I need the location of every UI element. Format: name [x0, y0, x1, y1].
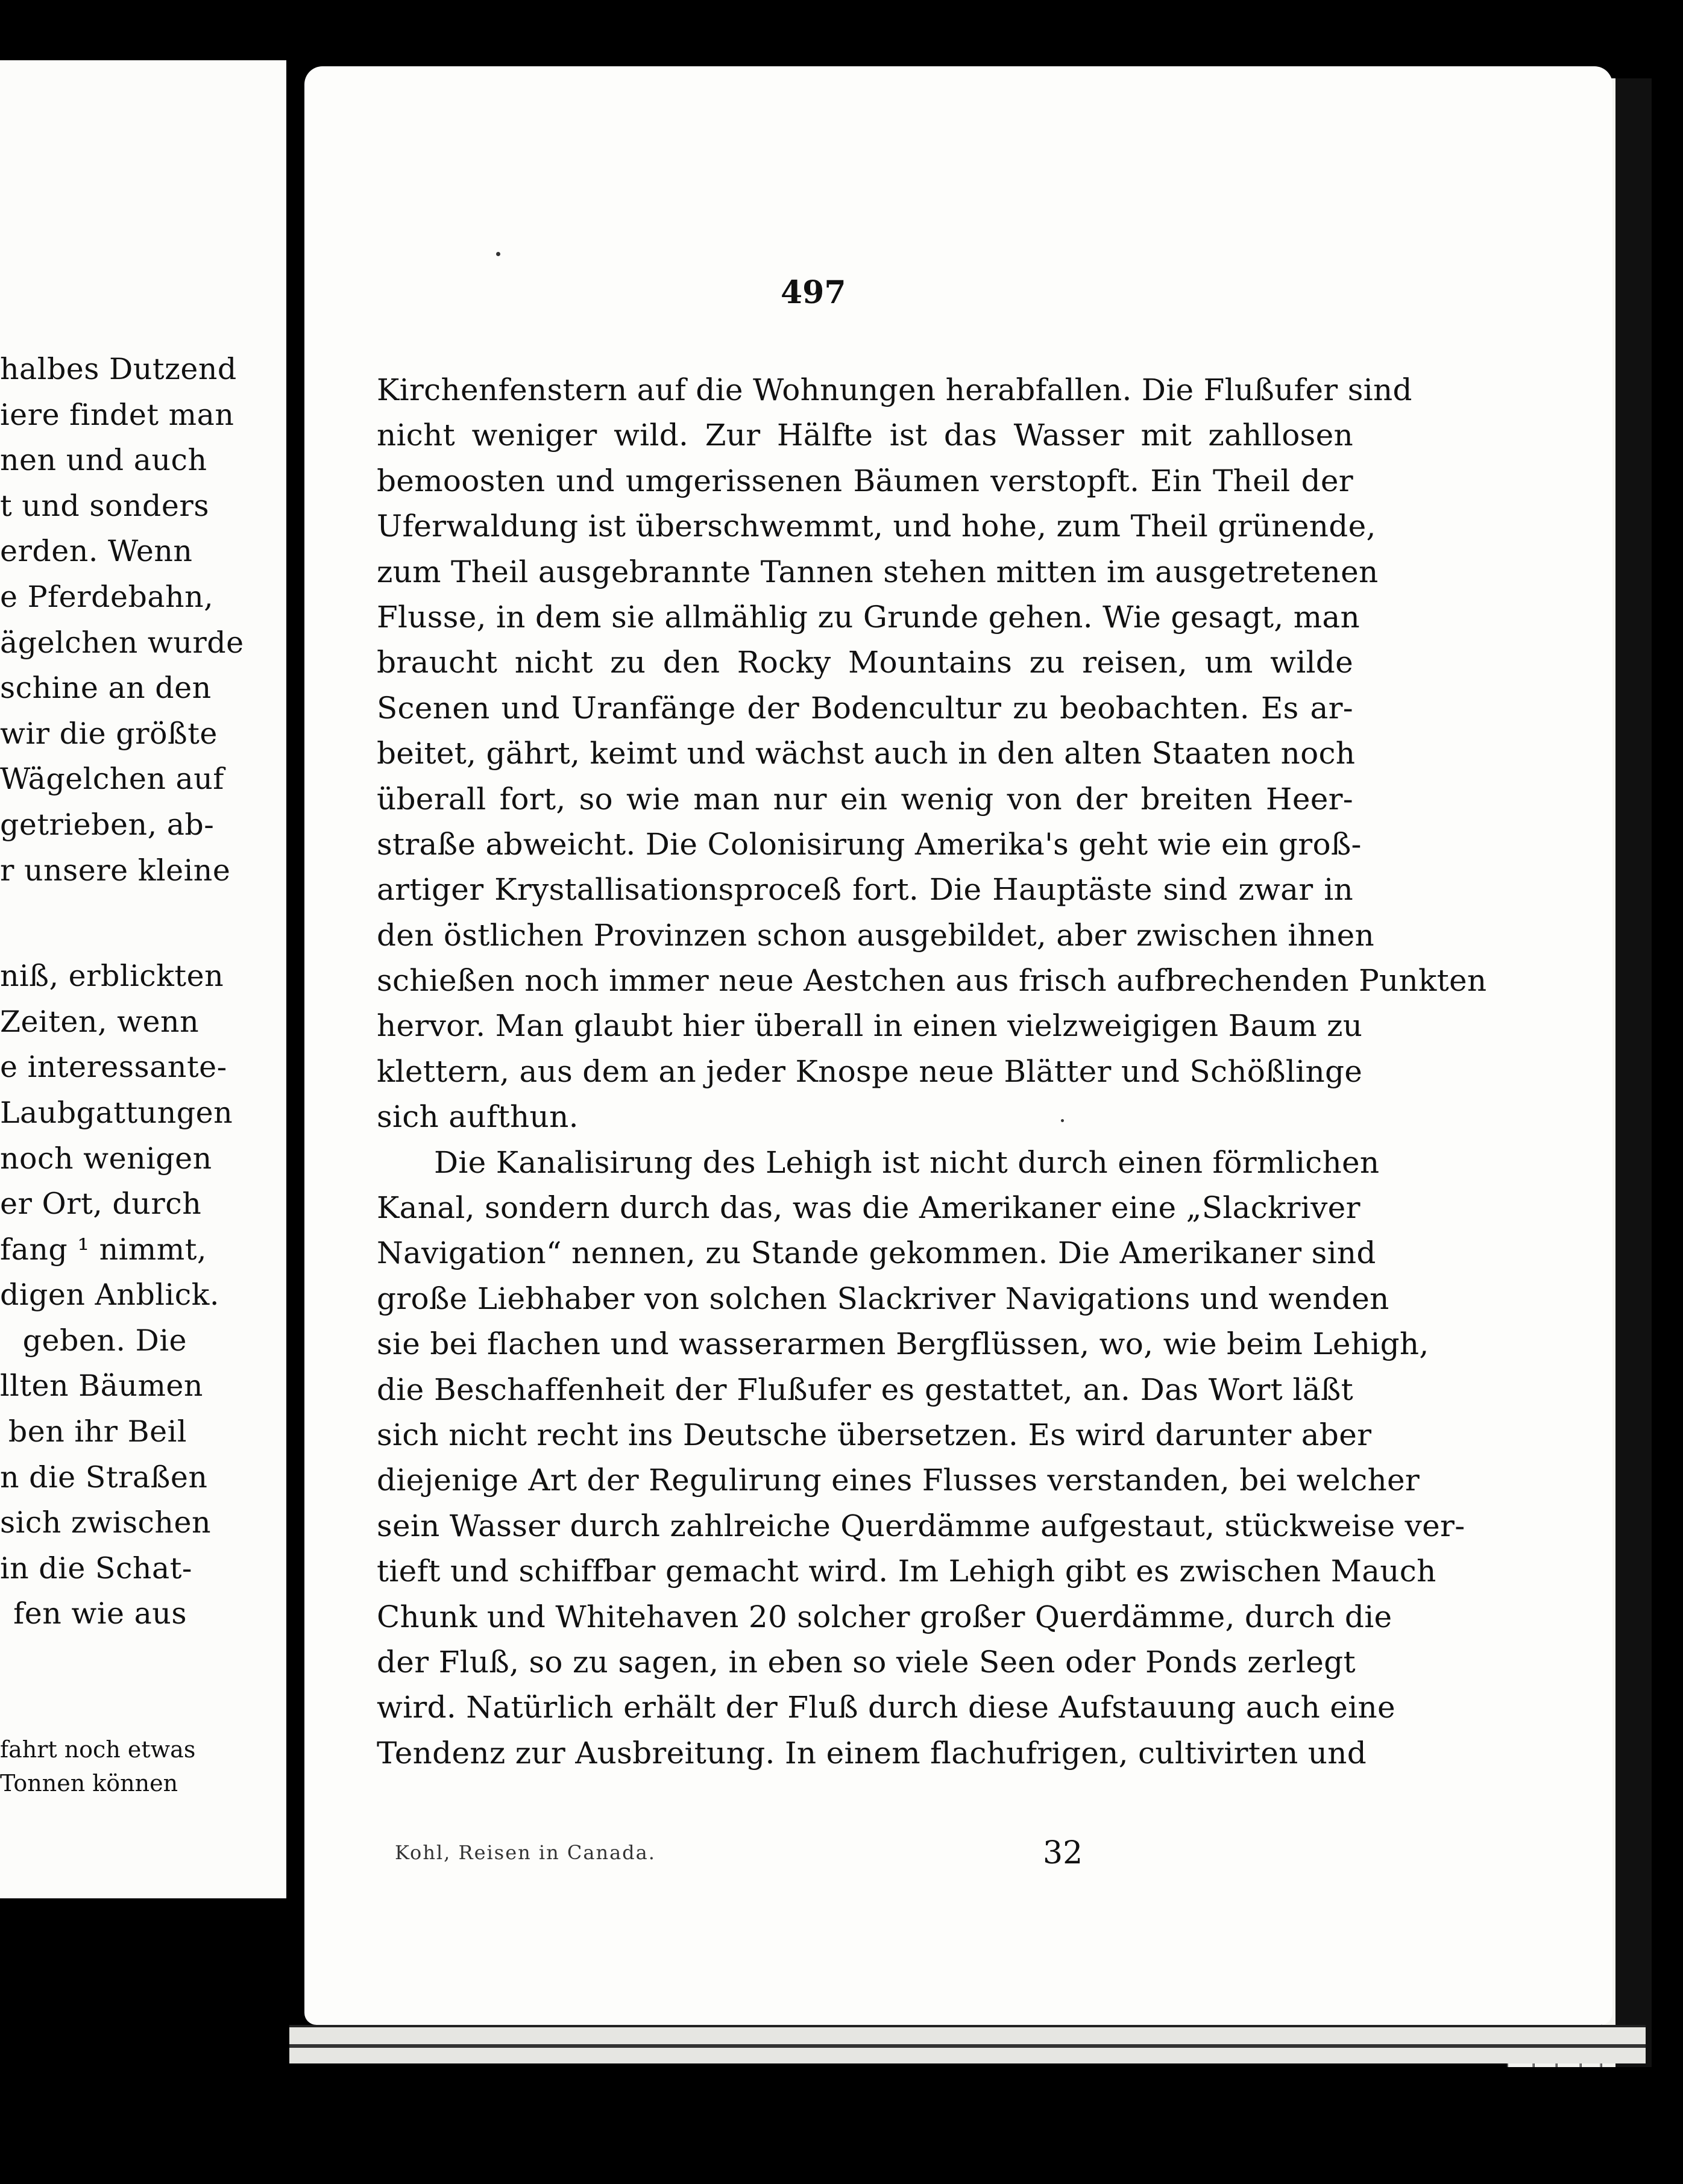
text-line: noch wenigen: [0, 1141, 212, 1176]
text-line: e Pferdebahn,: [0, 579, 214, 614]
text-line: ben ihr Beil: [8, 1414, 187, 1449]
text-line: nen und auch: [0, 443, 207, 478]
text-line: tieft und schiffbar gemacht wird. Im Lehigh gibt es zwischen Mauch: [377, 1554, 1436, 1589]
text-line: straße abweicht. Die Colonisirung Amerika's geht wie ein groß-: [377, 826, 1362, 862]
ink-speck: [496, 252, 500, 256]
text-line: wir die größte: [0, 716, 218, 751]
paragraph-first-line: Die Kanalisirung des Lehigh ist nicht durch einen förmlichen: [434, 1144, 1380, 1180]
text-line: große Liebhaber von solchen Slackriver Navigations und wenden: [377, 1281, 1389, 1316]
text-line: zum Theil ausgebrannte Tannen stehen mitten im ausgetretenen: [377, 554, 1379, 589]
text-line: wird. Natürlich erhält der Fluß durch diese Aufstauung auch eine: [377, 1690, 1395, 1725]
current-page: [304, 66, 1612, 2025]
page-number: 497: [781, 274, 846, 311]
text-line: überall fort, so wie man nur ein wenig von der breiten Heer-: [377, 781, 1353, 817]
text-line: llten Bäumen: [0, 1369, 203, 1404]
printer-signature: Kohl, Reisen in Canada.: [395, 1841, 656, 1864]
text-line: sich zwischen: [0, 1505, 212, 1540]
book-edge-shadow: [1615, 78, 1652, 2067]
text-line: Laubgattungen: [0, 1095, 233, 1130]
previous-page-text: [0, 347, 244, 1637]
text-line: artiger Krystallisationsproceß fort. Die Hauptäste sind zwar in: [377, 872, 1353, 908]
text-line: Wägelchen auf: [0, 762, 224, 797]
text-line: sich nicht recht ins Deutsche übersetzen. Es wird darunter aber: [377, 1417, 1372, 1452]
text-line: die Beschaffenheit der Flußufer es gestattet, an. Das Wort läßt: [377, 1372, 1353, 1407]
text-line: Scenen und Uranfänge der Bodencultur zu beobachten. Es ar-: [377, 690, 1353, 726]
previous-page-footnote: [0, 1733, 196, 1800]
text-line: geben. Die: [22, 1323, 187, 1358]
signature-mark: 32: [1043, 1835, 1083, 1871]
text-line: Zeiten, wenn: [0, 1004, 200, 1039]
text-line: beitet, gährt, keimt und wächst auch in den alten Staaten noch: [377, 736, 1356, 771]
text-line: klettern, aus dem an jeder Knospe neue Blätter und Schößlinge: [377, 1053, 1363, 1089]
text-line: sie bei flachen und wasserarmen Bergflüssen, wo, wie beim Lehigh,: [377, 1326, 1429, 1362]
paragraph-gap: [0, 893, 187, 953]
text-line: erden. Wenn: [0, 534, 193, 569]
book-bottom-edge-line: [289, 2044, 1646, 2048]
text-line: bemoosten und umgerissenen Bäumen verstopft. Ein Theil der: [377, 463, 1353, 498]
text-line: Uferwaldung ist überschwemmt, und hohe, zum Theil grünende,: [377, 509, 1376, 544]
page-body-text: [377, 368, 1487, 1776]
text-line: r unsere kleine: [0, 853, 231, 888]
text-line: der Fluß, so zu sagen, in eben so viele Seen oder Ponds zerlegt: [377, 1644, 1356, 1680]
text-line: schine an den: [0, 671, 212, 706]
book-gutter: [286, 48, 304, 2013]
text-line: halbes Dutzend: [0, 352, 237, 386]
text-line: e interessante-: [0, 1050, 227, 1085]
text-line: digen Anblick.: [0, 1278, 219, 1313]
text-line: t und sonders: [0, 488, 209, 523]
text-line: nicht weniger wild. Zur Hälfte ist das Wasser mit zahllosen: [377, 418, 1353, 453]
text-line: den östlichen Provinzen schon ausgebildet, aber zwischen ihnen: [377, 917, 1375, 953]
text-line: Kirchenfenstern auf die Wohnungen herabfallen. Die Flußufer sind: [377, 372, 1412, 407]
text-line: sich aufthun.: [377, 1099, 579, 1135]
text-line: Flusse, in dem sie allmählig zu Grunde gehen. Wie gesagt, man: [377, 599, 1361, 635]
footnote-line: fahrt noch etwas: [0, 1736, 196, 1763]
text-line: diejenige Art der Regulirung eines Flusses verstanden, bei welcher: [377, 1463, 1420, 1498]
text-line: in die Schat-: [0, 1551, 192, 1586]
text-line: hervor. Man glaubt hier überall in einen vielzweigigen Baum zu: [377, 1008, 1363, 1044]
text-line: niß, erblickten: [0, 959, 224, 994]
previous-page-fragment: [0, 60, 289, 1898]
text-line: iere findet man: [0, 397, 234, 432]
text-line: Chunk und Whitehaven 20 solcher großer Querdämme, durch die: [377, 1599, 1392, 1634]
text-line: braucht nicht zu den Rocky Mountains zu reisen, um wilde: [377, 645, 1353, 680]
text-line: Navigation“ nennen, zu Stande gekommen. Die Amerikaner sind: [377, 1235, 1376, 1271]
text-line: ägelchen wurde: [0, 625, 244, 660]
text-line: fang ¹ nimmt,: [0, 1232, 207, 1267]
text-line: fen wie aus: [13, 1596, 187, 1631]
text-line: Kanal, sondern durch das, was die Amerikaner eine „Slackriver: [377, 1190, 1361, 1226]
text-line: Tendenz zur Ausbreitung. In einem flachufrigen, cultivirten und: [377, 1735, 1367, 1771]
text-line: getrieben, ab-: [0, 807, 215, 842]
text-line: er Ort, durch: [0, 1187, 202, 1222]
text-line: sein Wasser durch zahlreiche Querdämme aufgestaut, stückweise ver-: [377, 1508, 1465, 1543]
footnote-line: Tonnen können: [0, 1770, 178, 1796]
text-line: n die Straßen: [0, 1460, 208, 1495]
text-line: schießen noch immer neue Aestchen aus frisch aufbrechenden Punkten: [377, 963, 1487, 999]
